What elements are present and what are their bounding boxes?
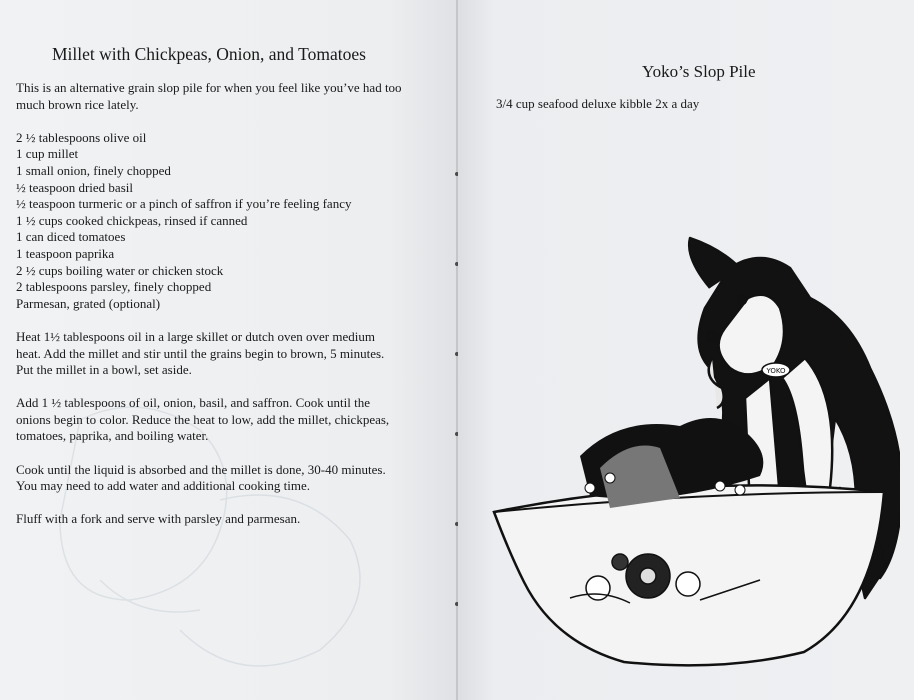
svg-text:YOKO: YOKO: [766, 367, 786, 375]
ingredient-line: 1 small onion, finely chopped: [16, 162, 171, 178]
step-line: Cook until the liquid is absorbed and the millet is done, 30-40 minutes.: [16, 461, 386, 477]
recipe-title: Millet with Chickpeas, Onion, and Tomatoes: [52, 44, 366, 64]
ingredient-line: 1 can diced tomatoes: [16, 229, 126, 245]
ingredient-line: 1 cup millet: [16, 146, 79, 162]
ingredient-line: 2 ½ cups boiling water or chicken stock: [16, 262, 224, 278]
recipe-body: [16, 80, 436, 528]
step-line: heat. Add the millet and stir until the grains begin to brown, 5 minutes.: [16, 345, 385, 361]
ingredient-line: Parmesan, grated (optional): [16, 295, 161, 311]
step-line: Add 1 ½ tablespoons of oil, onion, basil, and saffron. Cook until the: [16, 395, 370, 411]
ingredient-line: 2 ½ tablespoons olive oil: [16, 129, 147, 145]
step-line: You may need to add water and additional cooking time.: [16, 478, 311, 494]
step-line: Fluff with a fork and serve with parsley and parmesan.: [16, 511, 301, 527]
dog-tag: [762, 363, 790, 377]
ingredient-line: ½ teaspoon dried basil: [16, 179, 133, 195]
intro-line: much brown rice lately.: [16, 96, 139, 112]
step-line: tomatoes, paprika, and boiling water.: [16, 428, 209, 444]
ingredient-line: 2 tablespoons parsley, finely chopped: [16, 279, 212, 295]
recipe-line: 3/4 cup seafood deluxe kibble 2x a day: [496, 96, 700, 111]
ingredient-line: 1 teaspoon paprika: [16, 245, 115, 261]
dog-with-food-bowl-illustration: [480, 228, 900, 668]
intro-line: This is an alternative grain slop pile for when you feel like you’ve had too: [16, 80, 402, 95]
ingredient-line: ½ teaspoon turmeric or a pinch of saffron if you’re feeling fancy: [16, 196, 352, 212]
ingredient-line: 1 ½ cups cooked chickpeas, rinsed if canned: [16, 212, 248, 228]
recipe-title: Yoko’s Slop Pile: [642, 62, 756, 81]
step-line: Heat 1½ tablespoons oil in a large skillet or dutch oven over medium: [16, 328, 375, 344]
step-line: Put the millet in a bowl, set aside.: [16, 362, 192, 378]
step-line: onions begin to color. Reduce the heat to low, add the millet, chickpeas,: [16, 411, 390, 427]
